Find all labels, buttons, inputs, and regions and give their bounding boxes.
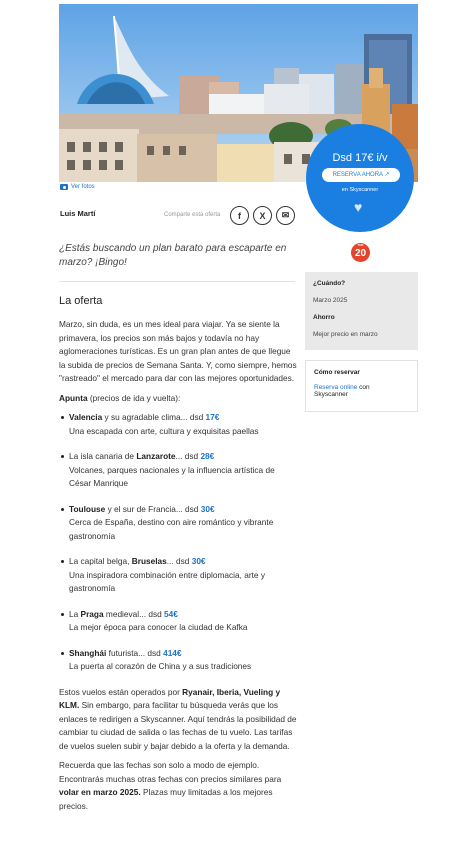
destination-item	[59, 647, 297, 674]
view-photos-link[interactable]	[60, 184, 95, 190]
how-to-book-text: con	[357, 384, 370, 391]
when-value: Marzo 2025	[313, 297, 348, 304]
facebook-share-button[interactable]	[230, 206, 249, 225]
top-badge-number: 20	[354, 248, 367, 259]
view-photos-label: Ver fotos	[71, 184, 95, 190]
section-title: La oferta	[59, 295, 103, 307]
airlines-bold: Ryanair, Iberia, Vueling y KLM.	[59, 686, 281, 710]
destination-description: Volcanes, parques nacionales y la influencia artística de César Manrique	[69, 464, 275, 488]
savings-value: Mejor precio en marzo	[313, 331, 378, 338]
heart-icon[interactable]: ♥	[354, 199, 363, 215]
when-label: ¿Cuándo?	[313, 280, 346, 287]
destination-description: La mejor época para conocer la ciudad de Kafka	[69, 622, 248, 632]
email-share-button[interactable]	[276, 206, 295, 225]
destination-city-link[interactable]: Toulouse	[69, 503, 106, 514]
camera-icon	[60, 184, 68, 190]
how-to-book-label: Cómo reservar	[314, 369, 360, 376]
destination-description: Una inspiradora combinación entre diplomacia, arte y gastronomía	[69, 569, 266, 593]
destination-text: ... dsd	[166, 556, 192, 566]
destination-city-link[interactable]: Praga	[80, 608, 104, 619]
price-label: Dsd 17€ i/v	[332, 152, 388, 164]
destination-text: La	[69, 608, 81, 619]
article-body	[59, 318, 297, 819]
destination-city-link[interactable]: Lanzarote	[136, 451, 176, 461]
top-badge-label: TOP	[357, 243, 364, 247]
destination-text: futurista... dsd	[106, 647, 164, 658]
march-bold: volar en marzo 2025.	[59, 787, 141, 797]
mail-icon: ✉	[281, 210, 290, 220]
destination-price-link[interactable]: 414€	[163, 647, 182, 658]
apunta-bold: Apunta	[59, 392, 88, 403]
destination-text: y su agradable clima... dsd	[102, 412, 206, 422]
provider-label: en Skyscanner	[341, 187, 379, 193]
destination-text: La capital belga,	[69, 556, 132, 566]
x-share-button[interactable]	[253, 206, 272, 225]
how-to-book-box	[305, 360, 418, 412]
destination-description: La puerta al corazón de China y a sus tradiciones	[69, 661, 252, 671]
apunta-rest: (precios de ida y vuelta):	[87, 392, 181, 403]
top20-badge	[351, 243, 370, 262]
destination-text: La isla canaria de	[69, 451, 137, 461]
offer-details-box	[305, 272, 418, 350]
book-now-button[interactable]: RESERVA AHORA ↗	[322, 168, 400, 182]
destination-text: ... dsd	[175, 451, 201, 461]
destination-description: Una escapada con arte, cultura y exquisitas paellas	[69, 425, 259, 436]
destination-price-link[interactable]: 17€	[205, 412, 220, 422]
article-paragraph: Marzo, sin duda, es un mes ideal para viajar. Ya se siente la primavera, los precios son más bajos y todavía no hay aglomeraciones turísticas. Es un gran plan antes de que llegue la subida de precios de Semana Santa. Y, como siempre, hemos "rastreado" el mercado para dar con las mejores oportunidades.	[59, 319, 297, 383]
x-icon: X	[259, 210, 266, 221]
paragraph-text: Recuerda que las fechas son solo a modo de ejemplo. Encontrarás muchas otras fechas con precios similares para	[59, 760, 282, 784]
paragraph-text: Sin embargo, para facilitar tu búsqueda verás que los enlaces te redirigen a Skyscanner. Aquí tendrás la posibilidad de cambiar tu ciudad de salida o las fechas de tu vuelo. Las tarifas de vuelos suelen subir y bajar debido a la oferta y la demanda.	[59, 700, 297, 751]
destination-price-link[interactable]: 30€	[200, 503, 215, 514]
destination-city-link[interactable]: Shanghái	[69, 647, 107, 658]
savings-label: Ahorro	[313, 314, 335, 321]
article-paragraph	[59, 759, 297, 813]
destination-item	[59, 555, 297, 596]
paragraph-text: Estos vuelos están operados por	[59, 686, 183, 697]
destination-item	[59, 608, 297, 635]
book-online-link[interactable]: Reserva online	[314, 384, 358, 391]
destination-text: medieval... dsd	[103, 608, 165, 619]
destination-item	[59, 503, 297, 544]
article-paragraph	[59, 686, 297, 754]
destination-city-link[interactable]: Valencia	[69, 412, 103, 422]
destination-price-link[interactable]: 30€	[191, 556, 206, 566]
facebook-icon: f	[238, 210, 241, 221]
destination-item	[59, 411, 297, 438]
price-widget	[306, 124, 414, 232]
paragraph-text: Plazas muy limitadas a los mejores precios.	[59, 787, 273, 811]
destination-price-link[interactable]: 28€	[200, 451, 215, 461]
how-to-book-provider: Skyscanner	[314, 391, 348, 398]
intro-text: ¿Estás buscando un plan barato para escaparte en marzo? ¡Bingo!	[59, 243, 287, 268]
share-label: Comparte esta oferta	[164, 212, 221, 218]
destination-text: y el sur de Francia... dsd	[105, 503, 201, 514]
destination-item	[59, 450, 297, 491]
divider	[59, 281, 295, 282]
destination-price-link[interactable]: 54€	[164, 608, 178, 619]
destination-city-link[interactable]: Bruselas	[131, 556, 167, 566]
apunta-line	[59, 392, 297, 406]
destination-description: Cerca de España, destino con aire romántico y vibrante gastronomía	[69, 517, 274, 541]
author-name[interactable]: Luis Martí	[60, 209, 96, 218]
